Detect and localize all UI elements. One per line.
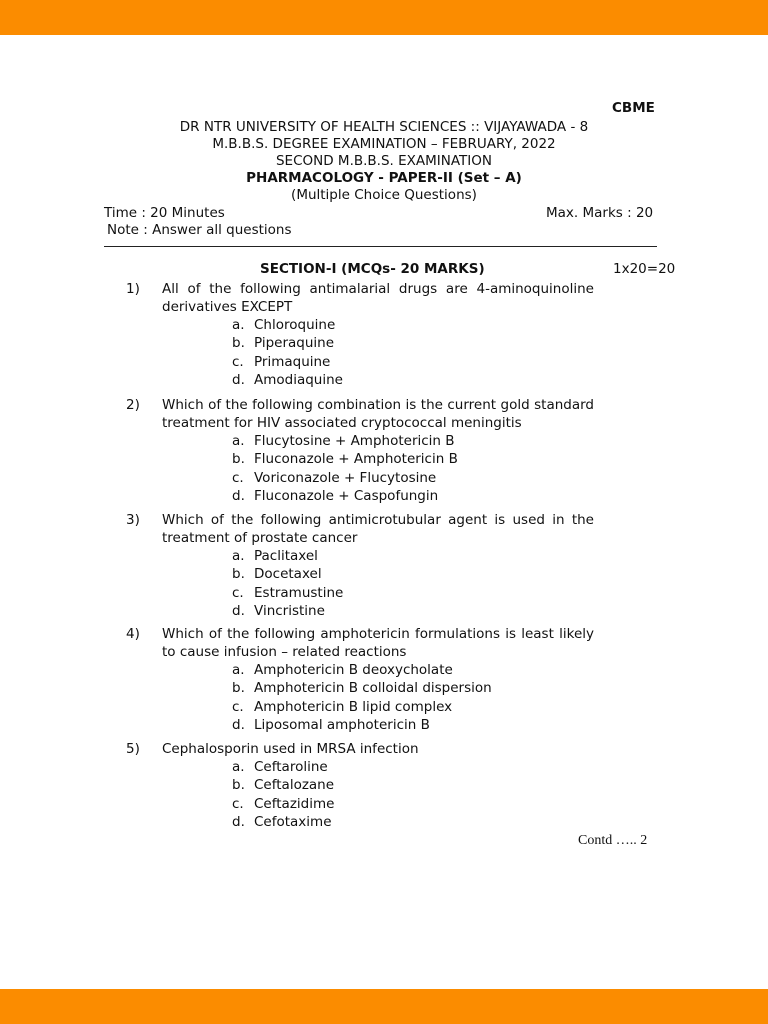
section-title: SECTION-I (MCQs- 20 MARKS) xyxy=(260,261,485,277)
paper-title: PHARMACOLOGY - PAPER-II (Set – A) xyxy=(246,170,522,186)
option-a: a. Ceftaroline xyxy=(232,759,328,775)
section-marks: 1x20=20 xyxy=(613,261,676,277)
instructions-note: Note : Answer all questions xyxy=(107,222,292,238)
option-d: d. Vincristine xyxy=(232,602,325,619)
options-list xyxy=(232,547,343,620)
option-c: c. Amphotericin B lipid complex xyxy=(232,698,453,715)
option-b: b. Amphotericin B colloidal dispersion xyxy=(232,680,492,697)
question-number: 2) xyxy=(126,397,140,413)
bottom-orange-band xyxy=(0,989,768,1024)
question-number: 3) xyxy=(126,512,140,528)
options-list xyxy=(232,661,492,734)
option-c: c. Estramustine xyxy=(232,584,344,601)
question-text: Which of the following antimicrotubular agent is used in the treatment of prostate cancer xyxy=(162,512,594,546)
time-allowed: Time : 20 Minutes xyxy=(104,205,225,221)
options-list xyxy=(232,316,343,389)
option-a: a. Chloroquine xyxy=(232,317,336,333)
year-exam: SECOND M.B.B.S. EXAMINATION xyxy=(275,153,492,169)
option-d: d. Cefotaxime xyxy=(232,813,332,830)
option-b: b. Fluconazole + Amphotericin B xyxy=(232,451,458,468)
question-type: (Multiple Choice Questions) xyxy=(291,187,477,203)
university-name: DR NTR UNIVERSITY OF HEALTH SCIENCES :: VIJAYAWADA - 8 xyxy=(179,119,589,135)
option-c: c. Voriconazole + Flucytosine xyxy=(232,469,437,486)
max-marks: Max. Marks : 20 xyxy=(546,205,654,221)
question-text: All of the following antimalarial drugs are 4-aminoquinoline derivatives EXCEPT xyxy=(162,281,594,315)
options-list xyxy=(232,758,334,831)
option-c: c. Ceftazidime xyxy=(232,795,335,812)
question-text: Which of the following amphotericin formulations is least likely to cause infusion – related reactions xyxy=(162,626,594,660)
option-b: b. Ceftalozane xyxy=(232,777,335,794)
options-list xyxy=(232,432,458,505)
question-number: 1) xyxy=(126,281,140,297)
scheme-label: CBME xyxy=(612,100,655,116)
header-divider xyxy=(104,246,657,247)
option-b: b. Docetaxel xyxy=(232,566,322,583)
exam-title: M.B.B.S. DEGREE EXAMINATION – FEBRUARY, 2022 xyxy=(212,136,556,152)
option-c: c. Primaquine xyxy=(232,353,331,370)
option-d: d. Liposomal amphotericin B xyxy=(232,716,430,733)
option-d: d. Amodiaquine xyxy=(232,371,343,388)
question-text: Cephalosporin used in MRSA infection xyxy=(162,741,419,757)
option-b: b. Piperaquine xyxy=(232,335,335,352)
question-number: 4) xyxy=(126,626,140,642)
option-a: a. Flucytosine + Amphotericin B xyxy=(232,433,455,449)
top-orange-band xyxy=(0,0,768,35)
option-d: d. Fluconazole + Caspofungin xyxy=(232,487,439,504)
continued-label: Contd ….. 2 xyxy=(578,833,648,848)
question-text: Which of the following combination is the current gold standard treatment for HIV associated cryptococcal meningitis xyxy=(162,397,594,431)
question-number: 5) xyxy=(126,741,140,757)
option-a: a. Paclitaxel xyxy=(232,548,318,564)
option-a: a. Amphotericin B deoxycholate xyxy=(232,662,453,678)
